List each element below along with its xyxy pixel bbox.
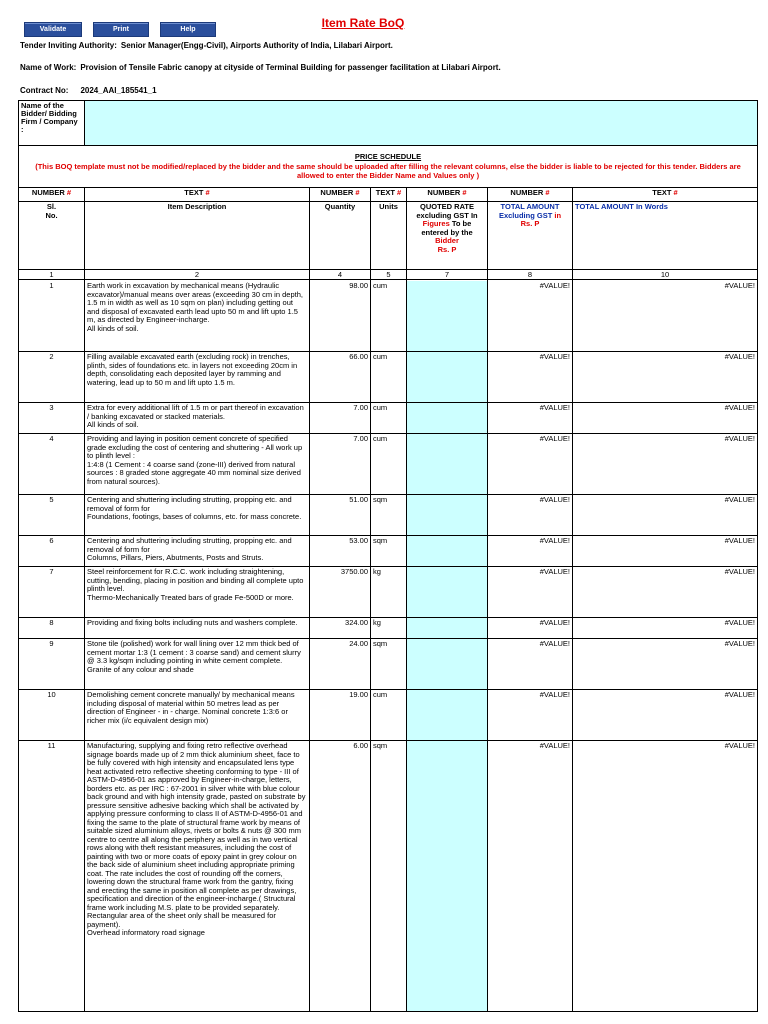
price-schedule-title: PRICE SCHEDULE — [354, 152, 422, 161]
quoted-rate-input[interactable] — [407, 352, 487, 402]
name-of-work-value: Provision of Tensile Fabric canopy at cityside of Terminal Building for passenger facilitation at Lilabari Airport. — [80, 63, 501, 72]
type-col-7-text: TEXT — [652, 188, 672, 197]
row-divider — [18, 494, 758, 495]
table-border-top — [18, 100, 758, 101]
item-total-amount: #VALUE! — [539, 690, 570, 699]
name-of-work-label: Name of Work: — [20, 63, 77, 72]
item-unit: cum — [373, 352, 388, 361]
item-unit: sqm — [373, 639, 388, 648]
item-unit: sqm — [373, 741, 388, 750]
row-divider — [18, 617, 758, 618]
item-total-in-words: #VALUE! — [724, 403, 755, 412]
col-number-4: 4 — [337, 270, 343, 279]
contract-number-value: 2024_AAI_185541_1 — [80, 86, 157, 95]
type-col-5-text: NUMBER — [427, 188, 461, 197]
row-divider — [18, 689, 758, 690]
row-divider — [18, 201, 758, 202]
type-col-5-mark: # — [462, 188, 467, 197]
item-description: Demolishing cement concrete manually/ by mechanical means including disposal of material within 50 metres lead as per direction of Engineer - in - charge. Nominal concrete 1:3:6 or richer mix (i/c equivalent design mix) — [87, 690, 295, 725]
item-description: Steel reinforcement for R.C.C. work including straightening, cutting, bending, placing in position and binding all complete upto plinth level. Thermo-Mechanically Treated bars of grade Fe-500D or more. — [87, 567, 304, 602]
item-total-in-words: #VALUE! — [724, 690, 755, 699]
row-divider — [18, 402, 758, 403]
item-sl-no: 5 — [49, 495, 54, 504]
quoted-rate-input[interactable] — [407, 567, 487, 617]
type-col-1-mark: # — [66, 188, 72, 197]
item-sl-no: 2 — [49, 352, 54, 361]
item-description: Earth work in excavation by mechanical means (Hydraulic excavator)/manual means over areas (exceeding 30 cm in depth, 1.5 m in width as well as 10 sqm on plan) including getting out and disposal of excavated earth lead upto 50 m and lift upto 1.5 m, as directed by Engineer-incharge. All kinds of soil. — [87, 281, 303, 333]
column-divider — [487, 187, 488, 1011]
tender-authority-label: Tender Inviting Authority: — [20, 41, 117, 50]
item-quantity: 324.00 — [345, 618, 368, 627]
item-sl-no: 3 — [49, 403, 54, 412]
header-sl-no: Sl. No. — [45, 202, 58, 220]
table-border-right — [757, 100, 758, 1012]
type-col-6-text: NUMBER — [510, 188, 544, 197]
type-col-7-mark: # — [673, 188, 678, 197]
header-total-in-words: TOTAL AMOUNT In Words — [575, 202, 668, 211]
item-total-amount: #VALUE! — [539, 567, 570, 576]
quoted-rate-input[interactable] — [407, 281, 487, 351]
type-col-7 — [573, 188, 757, 200]
col-number-10: 10 — [660, 270, 670, 279]
price-schedule-note: (This BOQ template must not be modified/replaced by the bidder and the same should be uploaded after filling the relevant columns, else the bidder is liable to be rejected for this tender. Bidders are allowed to enter the Bidder Name and Values only ) — [35, 162, 741, 180]
contract-number — [20, 86, 161, 95]
quoted-rate-input[interactable] — [407, 434, 487, 494]
item-total-in-words: #VALUE! — [724, 567, 755, 576]
row-divider — [18, 269, 758, 270]
item-total-in-words: #VALUE! — [724, 281, 755, 290]
header-item-description: Item Description — [167, 202, 227, 211]
item-total-amount: #VALUE! — [539, 495, 570, 504]
item-quantity: 7.00 — [353, 403, 368, 412]
table-border-left — [18, 100, 19, 1012]
type-col-4 — [371, 188, 406, 200]
row-divider — [18, 433, 758, 434]
item-sl-no: 1 — [49, 281, 54, 290]
header-quoted-rate — [407, 202, 487, 268]
header-quoted-rate-b: Figures — [422, 219, 450, 228]
item-total-amount: #VALUE! — [539, 741, 570, 750]
item-quantity: 3750.00 — [340, 567, 368, 576]
col-number-5: 5 — [386, 270, 391, 279]
item-description: Manufacturing, supplying and fixing retro reflective overhead signage boards made up of 2 mm thick aluminium sheet, face to be fully covered with high intensity and encapsulated lens type heat activated retro reflective sheeting conforming to type - III of ASTM-D-4956-01 as approved by Engineer-in-charge, letters, borders etc. as per IRC : 67-2001 in silver white with blue colour back ground and with high intensity grade, pasted on substrate by pressure sensitive adhesive backing which shall be activated by applying pressure conforming to class II of ASTM-D-4956-01 and fixing the same to the plate of structural frame work by means of suitable sized aluminium alloys, rivets or bolts & nuts @ 300 mm centre to centre all along the periphery as well as in two vertical rows along with theft resistant measures, including the cost of painting with two or more coats of epoxy paint in grey colour on the back side of aluminium sheet including appropriate priming coat. The rate includes the cost of rounding off the corners, lowering down the structural frame work from the gantry, fixing and erecting the same in position all complete as per drawings, specification and direction of the engineer-incharge.( Structural frame work including M.S. plate to be provided separately. Rectangular area of the sheet only shall be measured for payment). Overhead informatory road signage — [87, 741, 306, 937]
table-border-bottom — [18, 1011, 758, 1012]
validate-button[interactable]: Validate — [24, 22, 82, 37]
quoted-rate-input[interactable] — [407, 618, 487, 638]
row-divider — [18, 535, 758, 536]
header-quoted-rate-a: QUOTED RATE excluding GST In — [416, 202, 478, 220]
print-button[interactable]: Print — [93, 22, 149, 37]
type-col-3-text: NUMBER — [320, 188, 354, 197]
column-divider — [84, 100, 85, 146]
item-total-amount: #VALUE! — [539, 618, 570, 627]
header-total-amount-c: in — [554, 210, 562, 220]
column-divider — [406, 187, 407, 1011]
bidder-name-input[interactable] — [85, 101, 757, 145]
item-quantity: 66.00 — [349, 352, 368, 361]
item-total-in-words: #VALUE! — [724, 741, 755, 750]
header-units: Units — [379, 202, 398, 211]
header-quantity: Quantity — [324, 202, 356, 211]
item-sl-no: 7 — [49, 567, 54, 576]
item-sl-no: 8 — [49, 618, 54, 627]
col-number-1: 1 — [49, 270, 54, 279]
quoted-rate-input[interactable] — [407, 403, 487, 433]
row-divider — [18, 740, 758, 741]
item-unit: kg — [373, 618, 381, 627]
header-total-amount-b: Excluding GST — [498, 210, 553, 220]
item-quantity: 19.00 — [349, 690, 368, 699]
type-col-6-mark: # — [545, 188, 550, 197]
quoted-rate-input[interactable] — [407, 741, 487, 1011]
item-description: Extra for every additional lift of 1.5 m or part thereof in excavation / banking excavated or stacked materials. All kinds of soil. — [87, 403, 304, 429]
row-divider — [18, 145, 758, 146]
item-total-amount: #VALUE! — [539, 639, 570, 648]
column-divider — [572, 187, 573, 1011]
type-col-4-text: TEXT — [375, 188, 395, 197]
type-col-5 — [407, 188, 487, 200]
item-total-in-words: #VALUE! — [724, 639, 755, 648]
item-total-amount: #VALUE! — [539, 352, 570, 361]
item-total-amount: #VALUE! — [539, 403, 570, 412]
item-total-in-words: #VALUE! — [724, 434, 755, 443]
type-col-3-mark: # — [355, 188, 360, 197]
row-divider — [18, 351, 758, 352]
type-col-1-text: NUMBER — [31, 188, 65, 197]
type-col-6 — [488, 188, 572, 200]
item-description: Centering and shuttering including strutting, propping etc. and removal of form for Columns, Pillars, Piers, Abutments, Posts and Struts. — [87, 536, 292, 562]
type-col-1 — [19, 188, 84, 200]
type-col-3 — [310, 188, 370, 200]
header-quoted-rate-e: Rs. P — [437, 244, 457, 254]
item-quantity: 98.00 — [349, 281, 368, 290]
item-total-amount: #VALUE! — [539, 434, 570, 443]
quoted-rate-input[interactable] — [407, 639, 487, 689]
item-total-in-words: #VALUE! — [724, 618, 755, 627]
type-col-2-text: TEXT — [184, 188, 204, 197]
item-sl-no: 11 — [47, 741, 56, 750]
column-divider — [84, 187, 85, 1011]
header-total-amount — [488, 202, 572, 268]
contract-number-label: Contract No: — [20, 86, 69, 95]
item-quantity: 24.00 — [349, 639, 368, 648]
item-unit: sqm — [373, 536, 388, 545]
name-of-work — [20, 63, 505, 72]
type-col-2-mark: # — [205, 188, 210, 197]
item-unit: kg — [373, 567, 381, 576]
item-description: Stone tile (polished) work for wall lining over 12 mm thick bed of cement mortar 1:3 (1 cement : 3 coarse sand) and cement slurry @ 3.3 kg/sqm including pointing in white cement complete. Granite of any colour and shade — [87, 639, 301, 674]
quoted-rate-input[interactable] — [407, 536, 487, 566]
header-quoted-rate-c: To be entered by the — [421, 219, 473, 237]
item-total-in-words: #VALUE! — [724, 536, 755, 545]
column-divider — [370, 187, 371, 1011]
item-quantity: 53.00 — [349, 536, 368, 545]
type-col-4-mark: # — [397, 188, 402, 197]
col-number-7: 7 — [444, 270, 450, 279]
quoted-rate-input[interactable] — [407, 495, 487, 535]
row-divider — [18, 566, 758, 567]
item-total-amount: #VALUE! — [539, 281, 570, 290]
row-divider — [18, 638, 758, 639]
header-total-amount-d: Rs. P — [520, 219, 540, 228]
item-sl-no: 6 — [49, 536, 54, 545]
item-description: Filling available excavated earth (excluding rock) in trenches, plinth, sides of foundations etc. in layers not exceeding 20cm in depth, consolidating each deposited layer by ramming and watering, lead up to 50 m and lift upto 1.5 m. — [87, 352, 298, 387]
item-description: Providing and fixing bolts including nuts and washers complete. — [87, 618, 298, 627]
item-total-in-words: #VALUE! — [724, 352, 755, 361]
item-quantity: 7.00 — [353, 434, 368, 443]
col-number-2: 2 — [194, 270, 200, 279]
type-col-2 — [85, 188, 309, 200]
item-sl-no: 9 — [49, 639, 54, 648]
row-divider — [18, 187, 758, 188]
item-total-in-words: #VALUE! — [724, 495, 755, 504]
col-number-8: 8 — [527, 270, 533, 279]
item-total-amount: #VALUE! — [539, 536, 570, 545]
item-unit: cum — [373, 690, 388, 699]
item-unit: cum — [373, 434, 388, 443]
page-title: Item Rate BoQ — [321, 16, 405, 30]
quoted-rate-input[interactable] — [407, 690, 487, 740]
bidder-name-label: Name of the Bidder/ Bidding Firm / Company : — [21, 101, 78, 134]
item-unit: cum — [373, 281, 388, 290]
item-description: Centering and shuttering including strutting, propping etc. and removal of form for Foundations, footings, bases of columns, etc. for mass concrete. — [87, 495, 302, 521]
tender-authority-value: Senior Manager(Engg-Civil), Airports Authority of India, Lilabari Airport. — [120, 41, 393, 50]
column-divider — [309, 187, 310, 1011]
header-quoted-rate-d: Bidder — [435, 236, 459, 245]
item-unit: sqm — [373, 495, 388, 504]
item-sl-no: 10 — [47, 690, 56, 699]
item-description: Providing and laying in position cement concrete of specified grade excluding the cost of centering and shuttering - All work up to plinth level : 1:4:8 (1 Cement : 4 coarse sand (zone-III) derived from natural sources : 8 graded stone aggregate 40 mm nominal size derived from natural sources). — [87, 434, 303, 486]
item-unit: cum — [373, 403, 388, 412]
item-sl-no: 4 — [49, 434, 54, 443]
item-quantity: 6.00 — [353, 741, 368, 750]
header-total-amount-a: TOTAL AMOUNT — [500, 202, 560, 211]
tender-authority — [20, 41, 397, 50]
row-divider — [18, 279, 758, 280]
help-button[interactable]: Help — [160, 22, 216, 37]
item-quantity: 51.00 — [349, 495, 368, 504]
